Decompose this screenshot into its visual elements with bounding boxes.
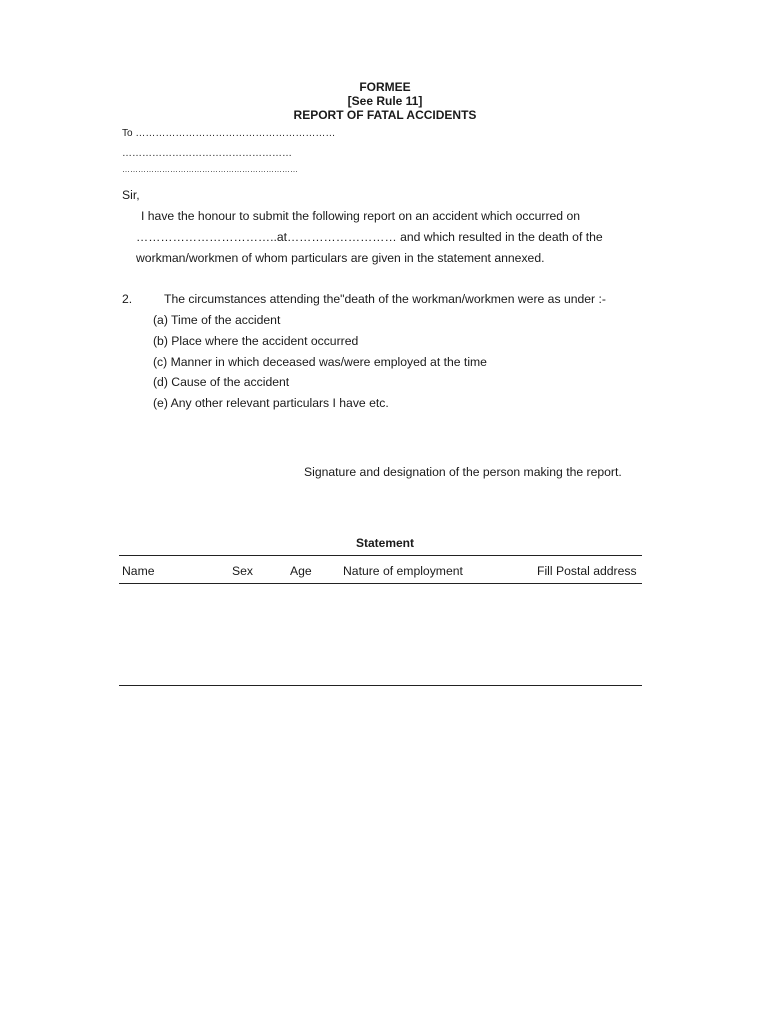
signature-line: Signature and designation of the person making the report. bbox=[304, 465, 622, 479]
point-2-number: 2. bbox=[122, 292, 133, 306]
paragraph-1-line-2: ……………………………..at……………………… and which resulted in the death of the bbox=[136, 230, 603, 244]
list-item: (e) Any other relevant particulars I have etc. bbox=[153, 396, 389, 410]
column-header-nature-of-employment: Nature of employment bbox=[343, 564, 463, 578]
list-item: (b) Place where the accident occurred bbox=[153, 334, 359, 348]
salutation: Sir, bbox=[122, 188, 140, 202]
table-top-rule bbox=[119, 555, 642, 556]
form-name: FORMEE bbox=[359, 80, 411, 94]
paragraph-1-line-3: workman/workmen of whom particulars are given in the statement annexed. bbox=[136, 251, 545, 265]
table-bottom-rule bbox=[119, 685, 642, 686]
list-item: (d) Cause of the accident bbox=[153, 375, 290, 389]
paragraph-1-line-1: I have the honour to submit the following report on an accident which occurred on bbox=[141, 209, 581, 223]
address-to-line: To …………………………………………………… bbox=[122, 128, 336, 139]
column-header-age: Age bbox=[290, 564, 312, 578]
point-2-text: The circumstances attending the"death of the workman/workmen were as under :- bbox=[164, 292, 606, 306]
address-line-2: …………………………………………… bbox=[122, 148, 292, 159]
statement-title: Statement bbox=[355, 536, 414, 550]
list-item: (c) Manner in which deceased was/were employed at the time bbox=[153, 355, 487, 369]
column-header-sex: Sex bbox=[232, 564, 254, 578]
table-header-rule bbox=[119, 583, 642, 584]
address-line-3: ………………………………………………………… bbox=[122, 165, 298, 174]
list-item: (a) Time of the accident bbox=[153, 313, 281, 327]
report-title: REPORT OF FATAL ACCIDENTS bbox=[293, 108, 477, 122]
column-header-postal-address: Fill Postal address bbox=[537, 564, 637, 578]
column-header-name: Name bbox=[122, 564, 155, 578]
rule-reference: [See Rule 11] bbox=[347, 94, 423, 108]
